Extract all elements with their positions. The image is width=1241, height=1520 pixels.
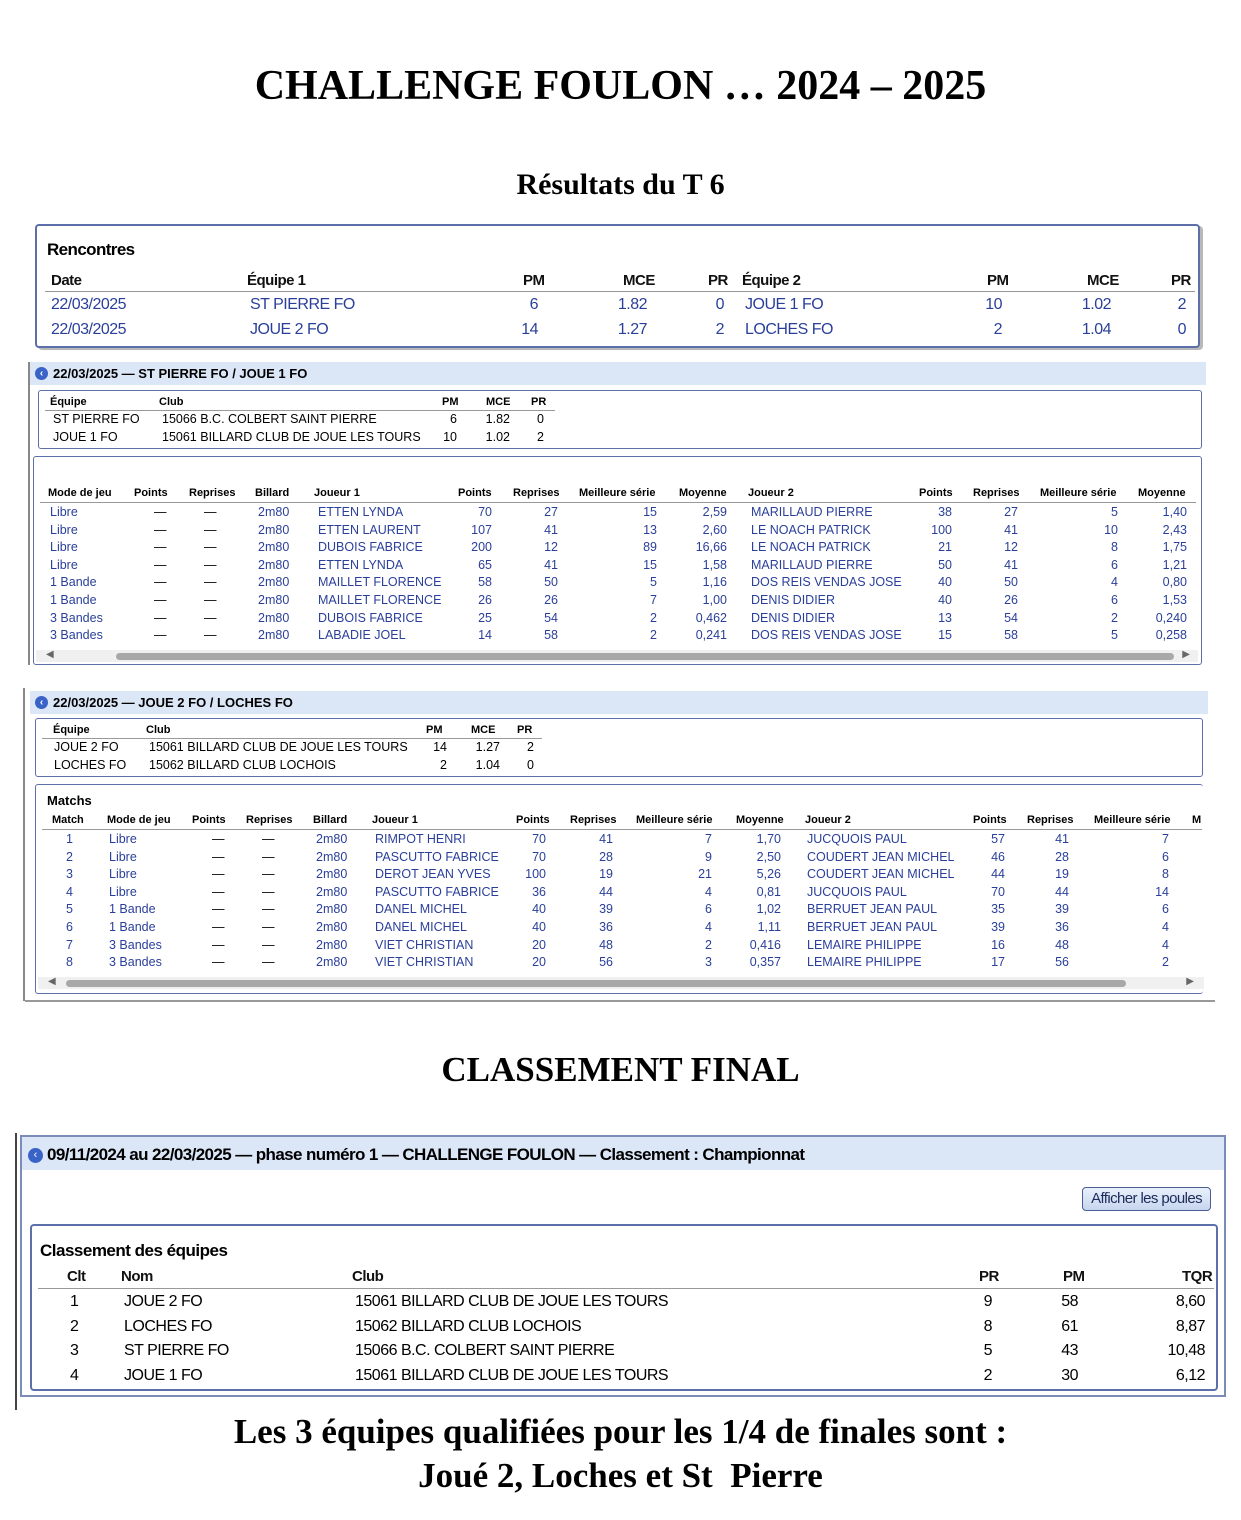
col-pm1: PM [523, 272, 545, 289]
classement-header[interactable]: ‹ 09/11/2024 au 22/03/2025 — phase numéro 1 — CHALLENGE FOULON — Classement : Championnat [22, 1137, 1224, 1170]
col-pr1: PR [708, 272, 728, 289]
col-mce2: MCE [1087, 272, 1119, 289]
rencontres-title: Rencontres [47, 240, 135, 259]
classement-title: CLASSEMENT FINAL [441, 1050, 800, 1089]
afficher-poules-button[interactable]: Afficher les poules [1082, 1187, 1211, 1211]
page-title: CHALLENGE FOULON … 2024 – 2025 [254, 63, 987, 109]
match1-games-panel: Mode de jeu Points Reprises Billard Joueur 1 Points Reprises Meilleure série Moyenne Joueur 2 Points Reprises Meilleure série Moyenne Libre — — 2m80 ETTEN LYNDA 70 27 15 2,59 MARILLAUD PIERRE 38 27 5 1,40 Libre — — 2m80 ETTEN LAURENT 107 41 13 2,60 LE NOACH PATRICK 100 41 10 2,43 Libre — — 2m80 DUBOIS FABRICE 200 12 89 16,66 LE NOACH PATRICK 21 12 8 1,75 Libre — — 2m80 ETTEN LYNDA 65 41 15 1,58 MARILLAUD PIERRE 50 41 6 1,21 1 Bande — — 2m80 MAILLET FLORENCE 58 50 5 1,16 DOS REIS VENDAS JOSE 40 50 4 0,80 1 Bande — — 2m80 MAILLET FLORENCE 26 26 7 1,00 DENIS DIDIER 40 26 6 1,53 3 Bandes — — 2m80 DUBOIS FABRICE 25 54 2 0,462 DENIS DIDIER 13 54 2 0,240 3 Bandes — — 2m80 LABADIE JOEL 14 58 2 0,241 DOS REIS VENDAS JOSE 15 58 5 0,258 ◀ ▶ [33, 456, 1202, 665]
match2-header[interactable]: ‹ 22/03/2025 — JOUE 2 FO / LOCHES FO [30, 691, 1208, 714]
col-pr2: PR [1171, 272, 1191, 289]
footer-note [0, 1410, 1241, 1498]
match2-games-panel: Matchs Match Mode de jeu Points Reprises Billard Joueur 1 Points Reprises Meilleure série Moyenne Joueur 2 Points Reprises Meilleure série M 1 Libre — — 2m80 RIMPOT HENRI 70 41 7 1,70 JUCQUOIS PAUL 57 41 7 2 Libre — — 2m80 PASCUTTO FABRICE 70 28 9 2,50 COUDERT JEAN MICHEL 46 28 6 3 Libre — — 2m80 DEROT JEAN YVES 100 19 21 5,26 COUDERT JEAN MICHEL 44 19 8 4 Libre — — 2m80 PASCUTTO FABRICE 36 44 4 0,81 JUCQUOIS PAUL 70 44 14 5 1 Bande — — 2m80 DANEL MICHEL 40 39 6 1,02 BERRUET JEAN PAUL 35 39 6 6 1 Bande — — 2m80 DANEL MICHEL 40 36 4 1,11 BERRUET JEAN PAUL 39 36 4 7 3 Bandes — — 2m80 VIET CHRISTIAN 20 48 2 0,416 LEMAIRE PHILIPPE 16 48 4 8 3 Bandes — — 2m80 VIET CHRISTIAN 20 56 3 0,357 LEMAIRE PHILIPPE 17 56 2 ◀ ▶ [35, 784, 1203, 994]
match2-teams-panel: Équipe Club PM MCE PR JOUE 2 FO 15061 BILLARD CLUB DE JOUE LES TOURS 14 1.27 2 LOCHES FO 15062 BILLARD CLUB LOCHOIS 2 1.04 0 [35, 718, 1203, 777]
col-equipe2: Équipe 2 [742, 272, 801, 289]
scrollbar-thumb[interactable] [116, 653, 1174, 660]
match1-header[interactable]: ‹ 22/03/2025 — ST PIERRE FO / JOUE 1 FO [30, 362, 1206, 385]
collapse-icon[interactable]: ‹ [35, 367, 48, 380]
match2-scrollbar[interactable]: ◀ ▶ [38, 977, 1204, 989]
collapse-icon[interactable]: ‹ [35, 696, 48, 709]
scrollbar-thumb[interactable] [66, 980, 1126, 987]
col-equipe1: Équipe 1 [247, 272, 306, 289]
match1-teams-panel: Équipe Club PM MCE PR ST PIERRE FO 15066 B.C. COLBERT SAINT PIERRE 6 1.82 0 JOUE 1 FO 15061 BILLARD CLUB DE JOUE LES TOURS 10 1.02 2 [38, 390, 1202, 449]
rencontres-panel: Rencontres Date Équipe 1 PM MCE PR Équipe 2 PM MCE PR 22/03/2025 ST PIERRE FO 6 1.82 0 JOUE 1 FO 10 1.02 2 22/03/2025 JOUE 2 FO 14 1.27 2 LOCHES FO 2 1.04 0 [35, 224, 1200, 348]
col-pm2: PM [987, 272, 1009, 289]
page-subtitle: Résultats du T 6 [516, 168, 725, 201]
collapse-icon[interactable]: ‹ [28, 1148, 43, 1163]
col-date: Date [51, 272, 82, 289]
col-mce1: MCE [623, 272, 655, 289]
footer-line-1: Les 3 équipes qualifiées pour les 1/4 de finales sont : [233, 1412, 1008, 1451]
classement-table-panel: Classement des équipes Clt Nom Club PR PM TQR 1 JOUE 2 FO 15061 BILLARD CLUB DE JOUE LES TOURS 9 58 8,60 2 LOCHES FO 15062 BILLARD CLUB LOCHOIS 8 61 8,87 3 ST PIERRE FO 15066 B.C. COLBERT SAINT PIERRE 5 43 10,48 4 JOUE 1 FO 15061 BILLARD CLUB DE JOUE LES TOURS 2 30 6,12 [30, 1224, 1218, 1391]
classement-panel [20, 1135, 1226, 1397]
footer-line-2: Joué 2, Loches et St Pierre [418, 1456, 823, 1495]
match1-scrollbar[interactable]: ◀ ▶ [36, 650, 1198, 662]
